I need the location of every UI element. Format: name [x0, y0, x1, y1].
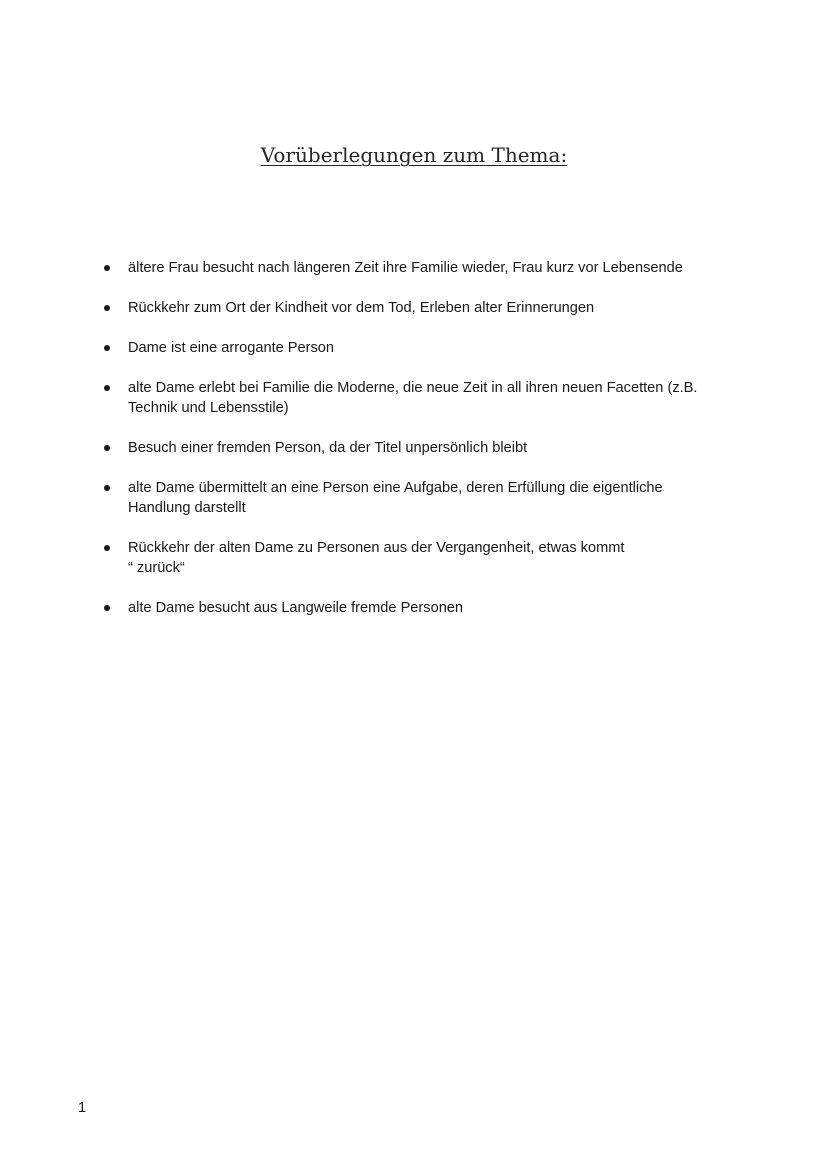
bullet-list — [0, 258, 828, 638]
list-item-text: alte Dame besucht aus Langweile fremde Personen — [128, 600, 464, 616]
bullet-icon — [104, 385, 110, 391]
document-title — [0, 143, 828, 167]
list-item-text: Rückkehr der alten Dame zu Personen aus der Vergangenheit, etwas kommt — [128, 540, 625, 556]
document-title-text: Vorüberlegungen zum Thema: — [260, 143, 568, 167]
list-item-text: Rückkehr zum Ort der Kindheit vor dem Tod, Erleben alter Erinnerungen — [128, 300, 595, 316]
list-item — [0, 338, 828, 358]
list-item — [0, 538, 828, 578]
list-item-text: “ zurück“ — [128, 560, 185, 576]
list-item-text: Dame ist eine arrogante Person — [128, 340, 335, 356]
list-item — [0, 378, 828, 418]
list-item — [0, 258, 828, 278]
list-item — [0, 478, 828, 518]
list-item — [0, 438, 828, 458]
bullet-icon — [104, 485, 110, 491]
list-item-text: Handlung darstellt — [128, 500, 246, 516]
list-item — [0, 298, 828, 318]
bullet-icon — [104, 605, 110, 611]
list-item-text: Besuch einer fremden Person, da der Titel unpersönlich bleibt — [128, 440, 528, 456]
bullet-icon — [104, 265, 110, 271]
page-number: 1 — [78, 1100, 87, 1116]
list-item — [0, 598, 828, 618]
list-item-text: alte Dame übermittelt an eine Person eine Aufgabe, deren Erfüllung die eigentliche — [128, 480, 663, 496]
bullet-icon — [104, 445, 110, 451]
bullet-icon — [104, 345, 110, 351]
bullet-icon — [104, 545, 110, 551]
bullet-icon — [104, 305, 110, 311]
list-item-text: ältere Frau besucht nach längeren Zeit ihre Familie wieder, Frau kurz vor Lebensende — [128, 260, 683, 276]
list-item-text: alte Dame erlebt bei Familie die Moderne, die neue Zeit in all ihren neuen Facetten (z.B. — [128, 380, 698, 396]
list-item-text: Technik und Lebensstile) — [128, 400, 289, 416]
